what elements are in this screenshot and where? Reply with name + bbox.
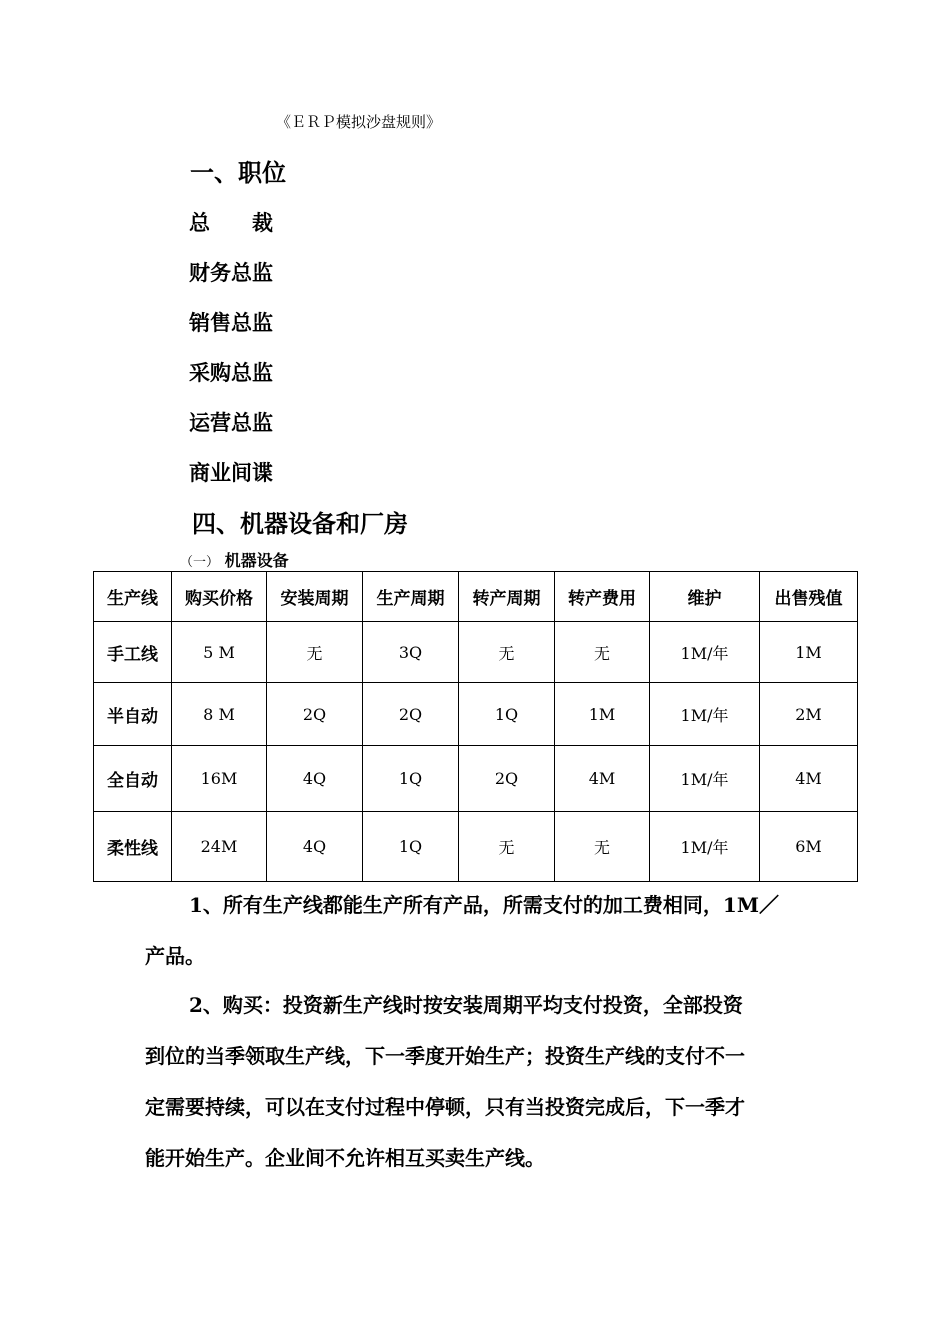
section-heading-positions: 一、职位 [190,158,286,187]
table-cell: 6M [760,812,858,882]
table-cell: 2M [760,683,858,746]
table-cell: 无 [459,622,555,683]
role-operations-director: 运营总监 [189,410,273,435]
table-cell: 1M/年 [650,683,760,746]
table-cell: 3Q [363,622,459,683]
header-cell: 购买价格 [172,572,267,622]
table-cell: 1M/年 [650,622,760,683]
table-cell: 2Q [363,683,459,746]
table-cell: 1M [760,622,858,683]
table-cell: 1M/年 [650,746,760,812]
table-cell: 全自动 [94,746,172,812]
document-title: 《ＥＲＰ模拟沙盘规则》 [276,113,442,131]
header-cell: 生产周期 [363,572,459,622]
paragraph-2-line-1: 2、购买：投资新生产线时按安装周期平均支付投资，全部投资 [189,993,743,1017]
table-header-row [94,572,858,622]
table-cell: 无 [555,812,650,882]
table-cell: 4M [555,746,650,812]
table-cell: 4Q [267,746,363,812]
table-cell: 1Q [363,746,459,812]
table-cell: 无 [459,812,555,882]
table-row [94,812,858,882]
table-cell: 8 M [172,683,267,746]
header-cell: 生产线 [94,572,172,622]
table-cell: 1M [555,683,650,746]
table-cell: 柔性线 [94,812,172,882]
table-cell: 1Q [459,683,555,746]
section-heading-machinery: 四、机器设备和厂房 [192,509,408,538]
role-finance-director: 财务总监 [189,260,273,285]
paragraph-1-line-1: 1、所有生产线都能生产所有产品，所需支付的加工费相同，1M／ [189,893,779,917]
header-cell: 转产周期 [459,572,555,622]
paragraph-2-line-4: 能开始生产。企业间不允许相互买卖生产线。 [145,1146,545,1170]
table-cell: 1Q [363,812,459,882]
table-cell: 2Q [459,746,555,812]
table-cell: 1M/年 [650,812,760,882]
role-business-spy: 商业间谍 [189,460,273,485]
table-cell: 2Q [267,683,363,746]
header-cell: 安装周期 [267,572,363,622]
role-ceo: 总 裁 [189,210,273,235]
equipment-table [93,571,858,882]
table-cell: 无 [555,622,650,683]
subsection-number: （一） [180,555,220,570]
subsection-title: 机器设备 [224,551,289,570]
role-purchasing-director: 采购总监 [189,360,273,385]
table-cell: 4M [760,746,858,812]
header-cell: 维护 [650,572,760,622]
header-cell: 出售残值 [760,572,858,622]
paragraph-2-line-2: 到位的当季领取生产线，下一季度开始生产；投资生产线的支付不一 [145,1044,745,1068]
table-cell: 5 M [172,622,267,683]
table-row [94,746,858,812]
paragraph-2-line-3: 定需要持续，可以在支付过程中停顿，只有当投资完成后，下一季才 [145,1095,745,1119]
table-cell: 24M [172,812,267,882]
table-row [94,683,858,746]
subsection-heading [180,548,289,571]
table-cell: 4Q [267,812,363,882]
paragraph-1-line-2: 产品。 [145,944,205,968]
role-sales-director: 销售总监 [189,310,273,335]
header-cell: 转产费用 [555,572,650,622]
table-row [94,622,858,683]
table-cell: 半自动 [94,683,172,746]
table-cell: 手工线 [94,622,172,683]
table-cell: 16M [172,746,267,812]
table-cell: 无 [267,622,363,683]
